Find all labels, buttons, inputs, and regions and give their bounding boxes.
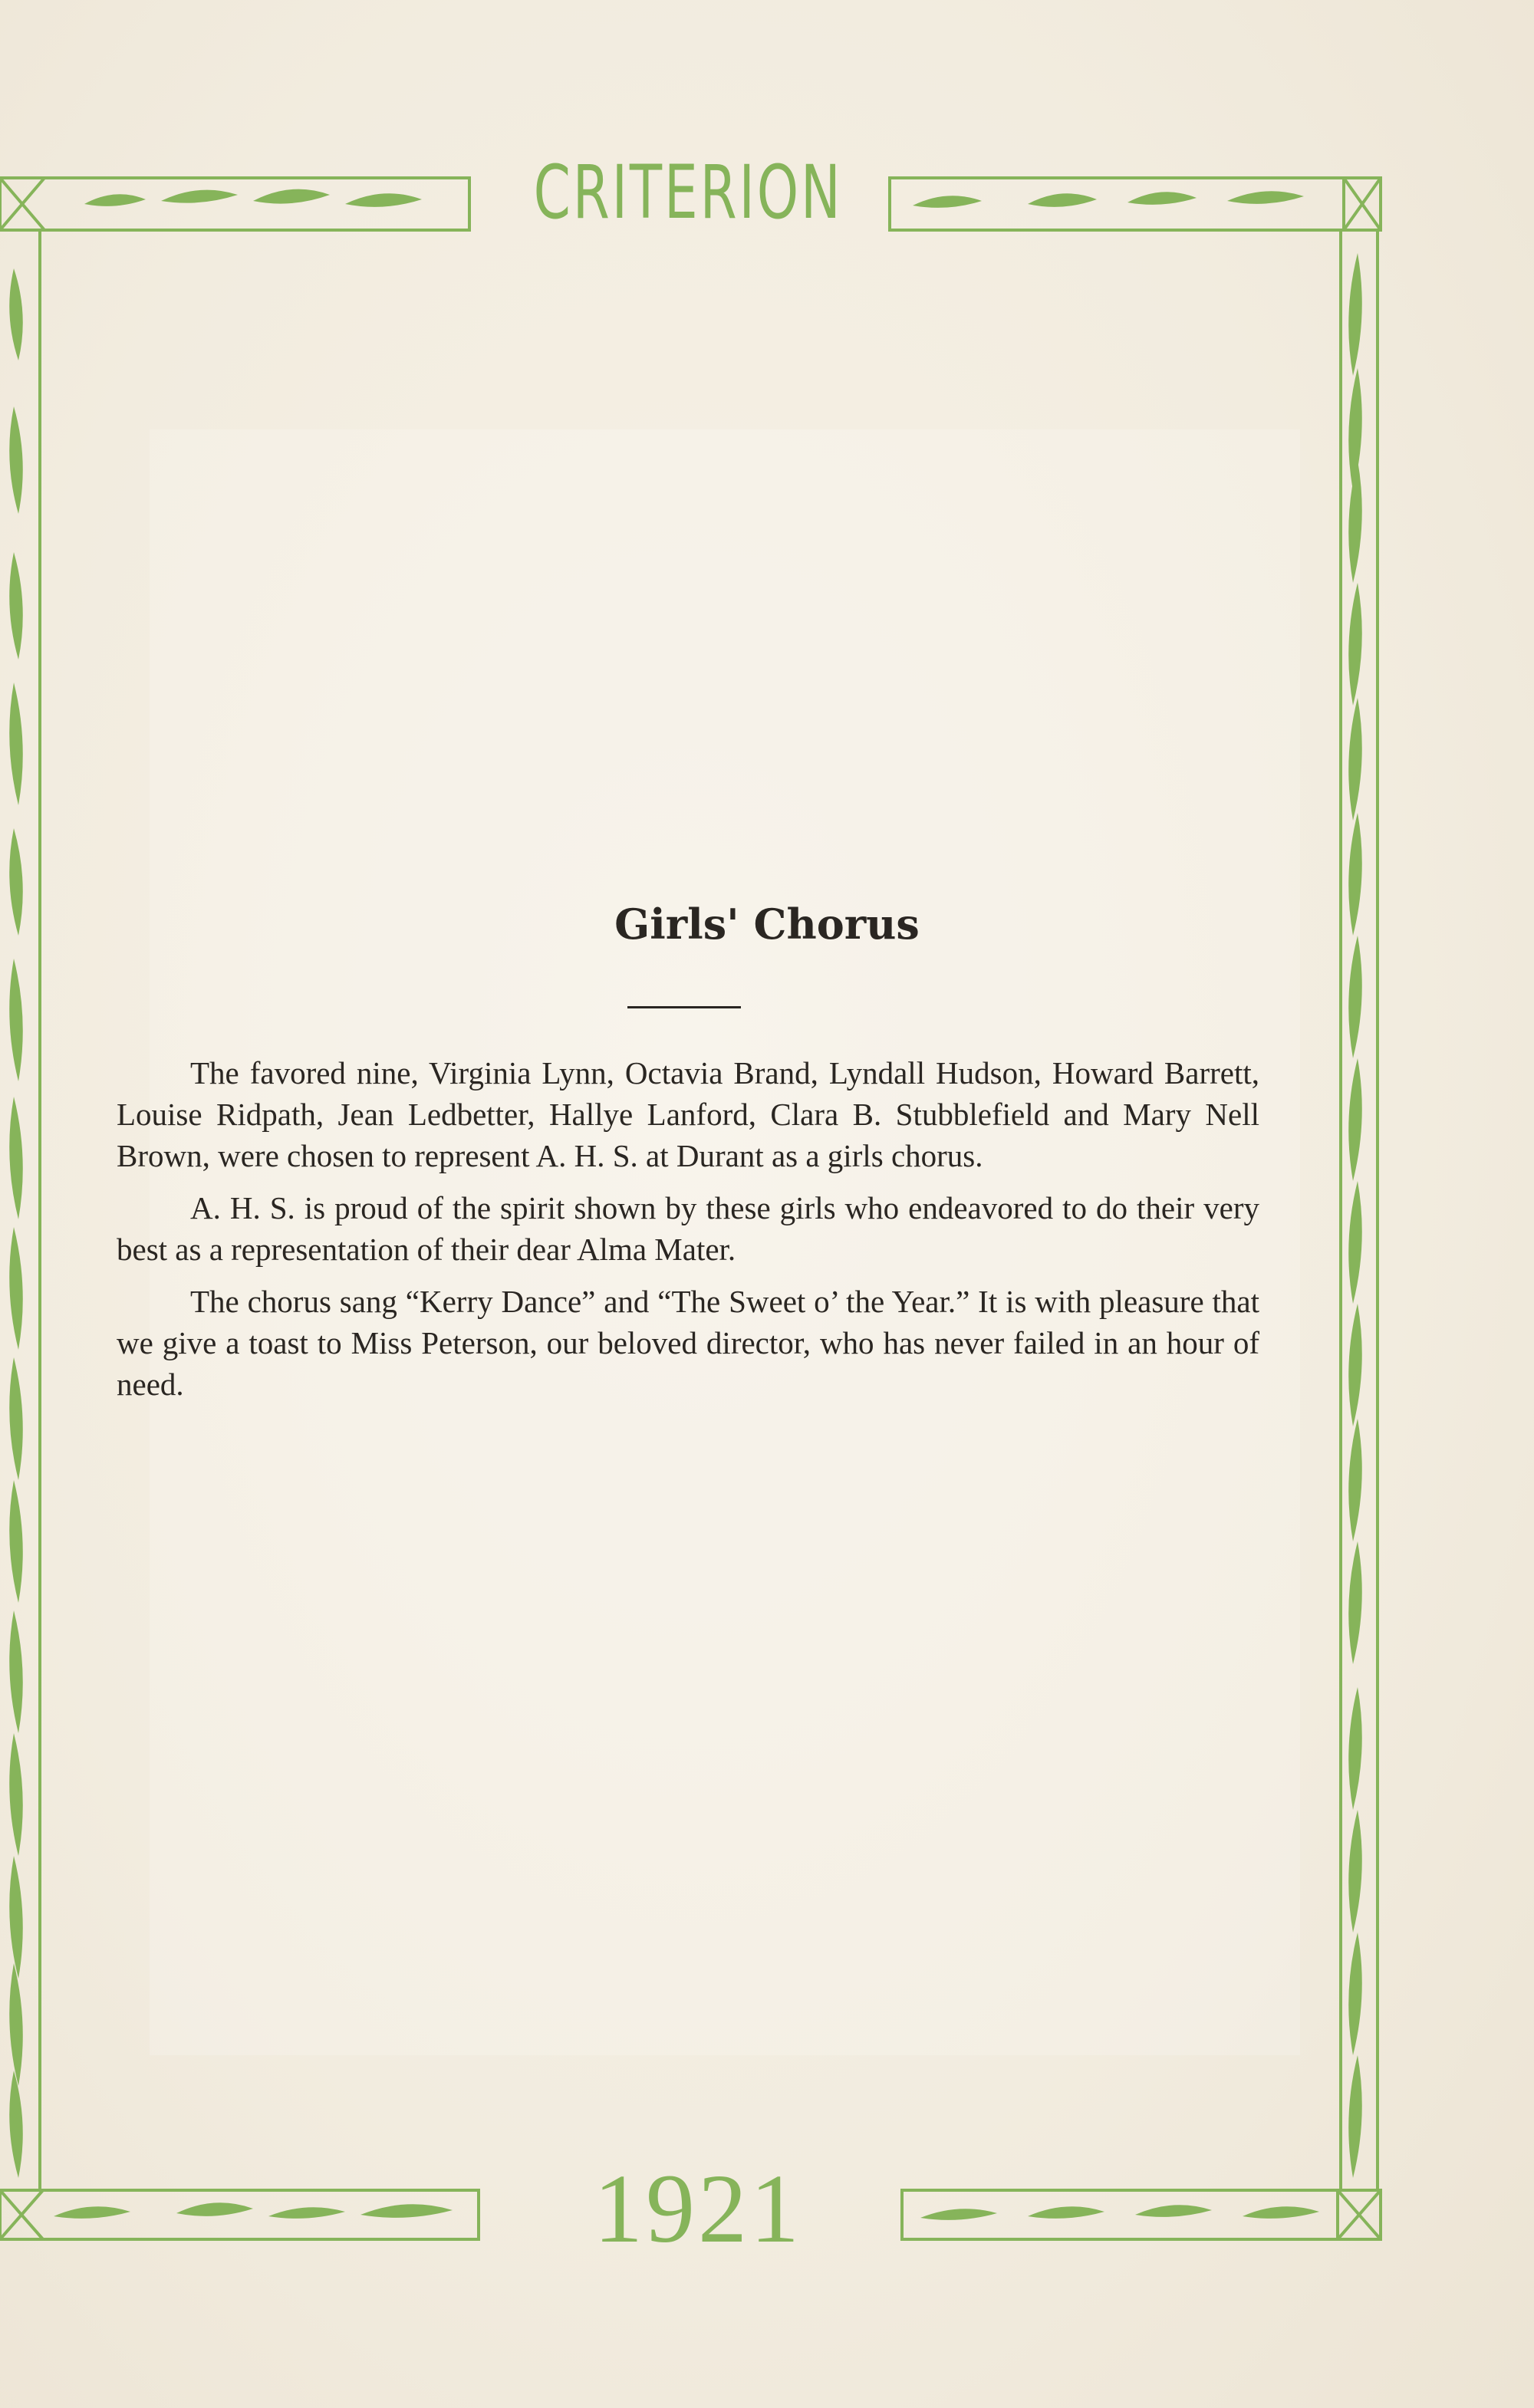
footer-year: 1921 (594, 2154, 802, 2263)
article-heading: Girls' Chorus (614, 900, 920, 949)
header-title: CRITERION (533, 150, 843, 235)
paragraph-2: A. H. S. is proud of the spirit shown by these girls who endeavored to do their very best as a representation of their dear Alma Mater. (117, 1190, 1259, 1267)
article-body (117, 1052, 1259, 1416)
paragraph-3: The chorus sang “Kerry Dance” and “The Sweet o’ the Year.” It is with pleasure that we give a toast to Miss Peterson, our beloved director, who has never failed in an hour of need. (117, 1284, 1259, 1402)
heading-divider (627, 1006, 741, 1008)
paragraph-1: The favored nine, Virginia Lynn, Octavia Brand, Lyndall Hudson, Howard Barrett, Louise Ridpath, Jean Ledbetter, Hallye Lanford, Clara B. Stubblefield and Mary Nell Brown, were chosen to represent A. H. S. at Durant as a girls chorus. (117, 1055, 1259, 1173)
